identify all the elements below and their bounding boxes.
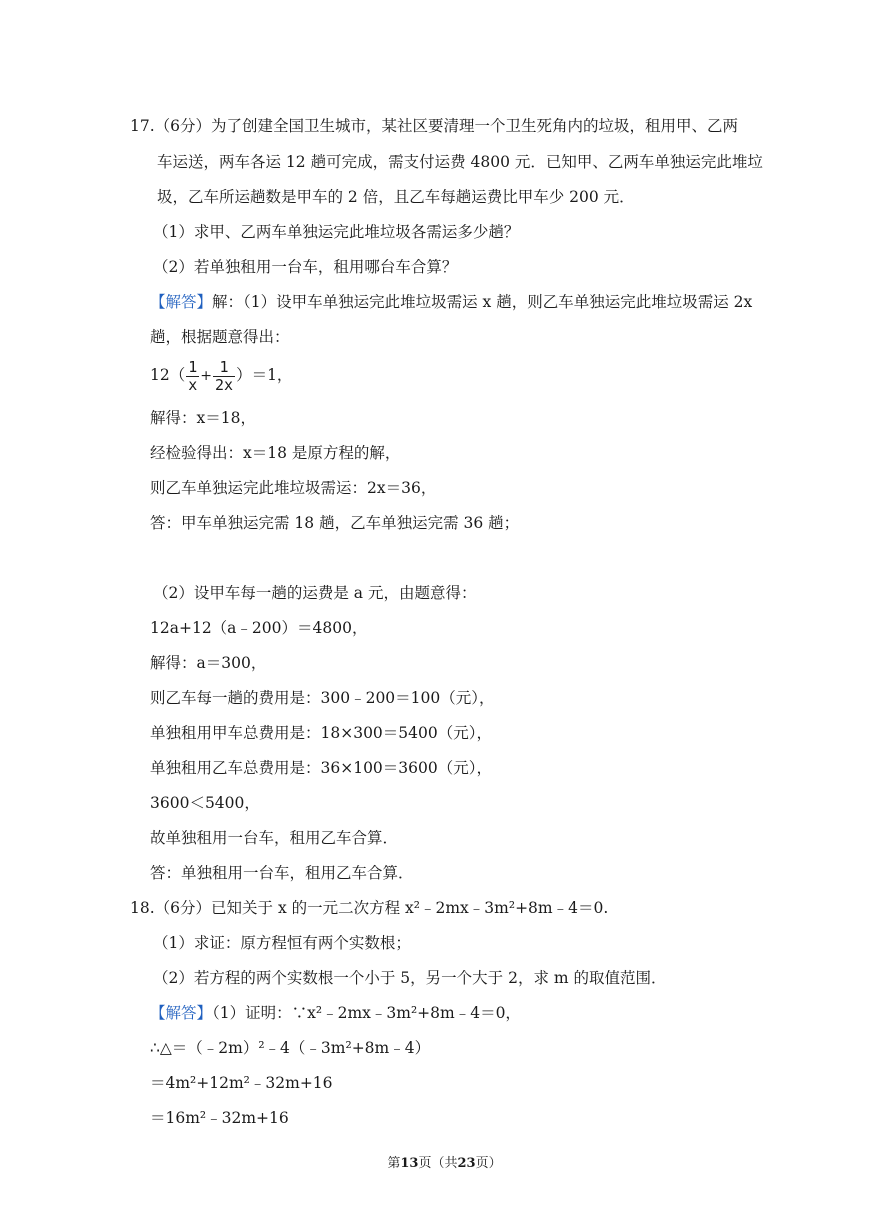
problem-17-part-2-line-5: 单独租用甲车总费用是：18×300＝5400（元）， — [150, 724, 492, 742]
answer-tag: 【解答】 — [150, 1004, 213, 1022]
plus-sign: + — [200, 368, 212, 384]
problem-18-question-1: （1）求证：原方程恒有两个实数根； — [153, 934, 411, 952]
problem-17-line-2: 车运送，两车各运 12 趟可完成，需支付运费 4800 元．已知甲、乙两车单独运完此堆垃 — [157, 153, 763, 171]
footer-middle: 页（共 — [418, 1156, 458, 1171]
problem-17-part-2-line-8: 故单独租用一台车，租用乙车合算． — [150, 829, 399, 847]
answer-text: 解：（1）设甲车单独运完此堆垃圾需运 x 趟，则乙车单独运完此堆垃圾需运 2x — [212, 293, 753, 311]
problem-18-answer-line-2: ∴△＝（﹣2m）²﹣4（﹣3m²+8m﹣4） — [150, 1039, 431, 1057]
fraction-2 — [213, 359, 235, 394]
problem-17-answer-line-4: 经检验得出：x＝18 是原方程的解， — [150, 444, 401, 462]
problem-17-question-2: （2）若单独租用一台车，租用哪台车合算？ — [153, 258, 458, 276]
fraction-2-numerator: 1 — [213, 359, 235, 377]
problem-17-part-2-line-7: 3600＜5400， — [150, 794, 260, 812]
problem-17-answer-line-6: 答：甲车单独运完需 18 趟，乙车单独运完需 36 趟； — [150, 514, 520, 532]
problem-17-part-2-line-2: 12a+12（a﹣200）＝4800， — [150, 619, 368, 637]
footer-prefix: 第 — [387, 1156, 401, 1171]
fraction-1-numerator: 1 — [188, 357, 198, 376]
problem-17-answer-line-2: 趟，根据题意得出： — [150, 328, 290, 346]
problem-18-answer-line-3: ＝4m²+12m²﹣32m+16 — [150, 1074, 333, 1092]
problem-18-question-2: （2）若方程的两个实数根一个小于 5，另一个大于 2，求 m 的取值范围． — [153, 969, 667, 987]
footer-suffix: 页） — [475, 1156, 502, 1171]
problem-18-answer-line-1 — [150, 1003, 521, 1023]
footer-total-pages: 23 — [457, 1156, 476, 1171]
problem-17-part-2-line-6: 单独租用乙车总费用是：36×100＝3600（元）， — [150, 759, 492, 777]
problem-17-answer-line-1 — [150, 292, 752, 312]
problem-17-answer-line-5: 则乙车单独运完此堆垃圾需运：2x＝36， — [150, 479, 437, 497]
problem-17-part-2-line-9: 答：单独租用一台车，租用乙车合算． — [150, 864, 414, 882]
fraction-1 — [186, 359, 199, 394]
footer-page-number: 13 — [400, 1156, 419, 1171]
problem-17-line-3: 圾，乙车所运趟数是甲车的 2 倍，且乙车每趟运费比甲车少 200 元． — [157, 188, 635, 206]
answer-text: （1）证明：∵x²﹣2mx﹣3m²+8m﹣4＝0， — [212, 1004, 521, 1022]
problem-17-line-1: 17.（6分）为了创建全国卫生城市，某社区要清理一个卫生死角内的垃圾，租用甲、乙两 — [130, 117, 739, 135]
page-footer — [0, 1152, 889, 1171]
fraction-1-denominator: x — [188, 375, 198, 394]
problem-17-answer-line-3: 解得：x＝18， — [150, 409, 256, 427]
problem-17-part-2-line-3: 解得：a＝300， — [150, 654, 267, 672]
problem-18-answer-line-4: ＝16m²﹣32m+16 — [150, 1109, 289, 1127]
fraction-2-denominator: 2x — [215, 375, 234, 394]
problem-18-line-1: 18.（6分）已知关于 x 的一元二次方程 x²﹣2mx﹣3m²+8m﹣4＝0. — [130, 899, 609, 917]
fraction-equation — [150, 355, 292, 396]
problem-17-part-2-line-1: （2）设甲车每一趟的运费是 a 元，由题意得： — [153, 584, 477, 602]
answer-tag: 【解答】 — [150, 293, 213, 311]
problem-17-part-2-line-4: 则乙车每一趟的费用是：300﹣200＝100（元）， — [150, 689, 495, 707]
problem-17-question-1: （1）求甲、乙两车单独运完此堆垃圾各需运多少趟？ — [153, 223, 520, 241]
equation-prefix: 12（ — [150, 366, 186, 384]
equation-suffix: ）＝1， — [236, 366, 293, 384]
